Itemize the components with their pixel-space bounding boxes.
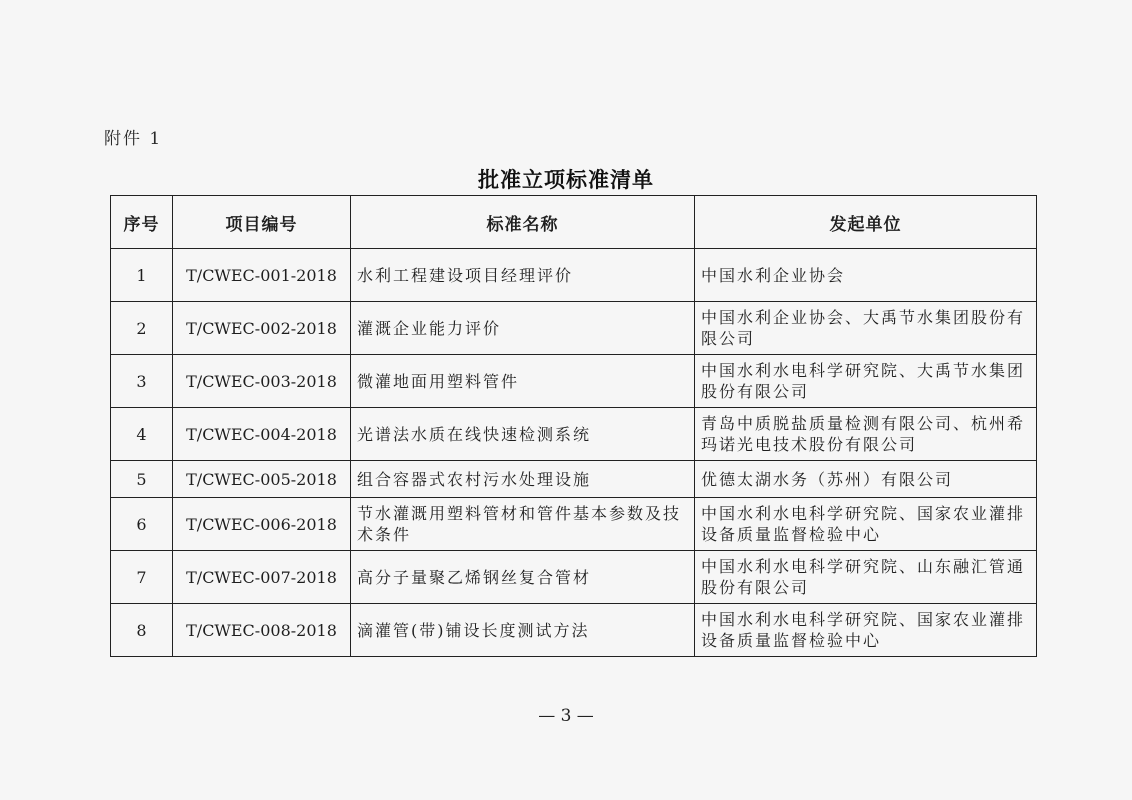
- page-number: — 3 —: [538, 706, 594, 726]
- cell-no: 5: [111, 461, 173, 498]
- cell-no: 6: [111, 498, 173, 551]
- cell-code: T/CWEC-001-2018: [173, 249, 351, 302]
- cell-code: T/CWEC-005-2018: [173, 461, 351, 498]
- cell-name: 微灌地面用塑料管件: [351, 355, 695, 408]
- cell-name: 光谱法水质在线快速检测系统: [351, 408, 695, 461]
- header-code: 项目编号: [173, 196, 351, 249]
- cell-name: 组合容器式农村污水处理设施: [351, 461, 695, 498]
- attachment-label: 附件 1: [104, 129, 163, 149]
- table-row: [111, 461, 1037, 498]
- cell-code: T/CWEC-008-2018: [173, 604, 351, 657]
- cell-no: 2: [111, 302, 173, 355]
- cell-code: T/CWEC-007-2018: [173, 551, 351, 604]
- table-row: [111, 302, 1037, 355]
- cell-org: 优德太湖水务（苏州）有限公司: [695, 461, 1037, 498]
- cell-org: 中国水利水电科学研究院、大禹节水集团股份有限公司: [695, 355, 1037, 408]
- table-row: [111, 498, 1037, 551]
- cell-name: 高分子量聚乙烯钢丝复合管材: [351, 551, 695, 604]
- cell-name: 滴灌管(带)铺设长度测试方法: [351, 604, 695, 657]
- header-org: 发起单位: [695, 196, 1037, 249]
- cell-org: 青岛中质脱盐质量检测有限公司、杭州希玛诺光电技术股份有限公司: [695, 408, 1037, 461]
- cell-org: 中国水利水电科学研究院、山东融汇管通股份有限公司: [695, 551, 1037, 604]
- cell-org: 中国水利企业协会: [695, 249, 1037, 302]
- cell-code: T/CWEC-004-2018: [173, 408, 351, 461]
- cell-no: 1: [111, 249, 173, 302]
- table-row: [111, 408, 1037, 461]
- cell-org: 中国水利水电科学研究院、国家农业灌排设备质量监督检验中心: [695, 604, 1037, 657]
- cell-no: 4: [111, 408, 173, 461]
- cell-code: T/CWEC-006-2018: [173, 498, 351, 551]
- cell-no: 3: [111, 355, 173, 408]
- header-name: 标准名称: [351, 196, 695, 249]
- cell-name: 灌溉企业能力评价: [351, 302, 695, 355]
- cell-name: 节水灌溉用塑料管材和管件基本参数及技术条件: [351, 498, 695, 551]
- cell-code: T/CWEC-002-2018: [173, 302, 351, 355]
- cell-no: 8: [111, 604, 173, 657]
- header-no: 序号: [111, 196, 173, 249]
- table-row: [111, 604, 1037, 657]
- table-row: [111, 249, 1037, 302]
- cell-no: 7: [111, 551, 173, 604]
- cell-code: T/CWEC-003-2018: [173, 355, 351, 408]
- cell-org: 中国水利企业协会、大禹节水集团股份有限公司: [695, 302, 1037, 355]
- cell-name: 水利工程建设项目经理评价: [351, 249, 695, 302]
- page-title: 批准立项标准清单: [478, 168, 654, 192]
- standards-table: [110, 195, 1037, 657]
- table-row: [111, 551, 1037, 604]
- table-row: [111, 355, 1037, 408]
- table-header-row: [111, 196, 1037, 249]
- cell-org: 中国水利水电科学研究院、国家农业灌排设备质量监督检验中心: [695, 498, 1037, 551]
